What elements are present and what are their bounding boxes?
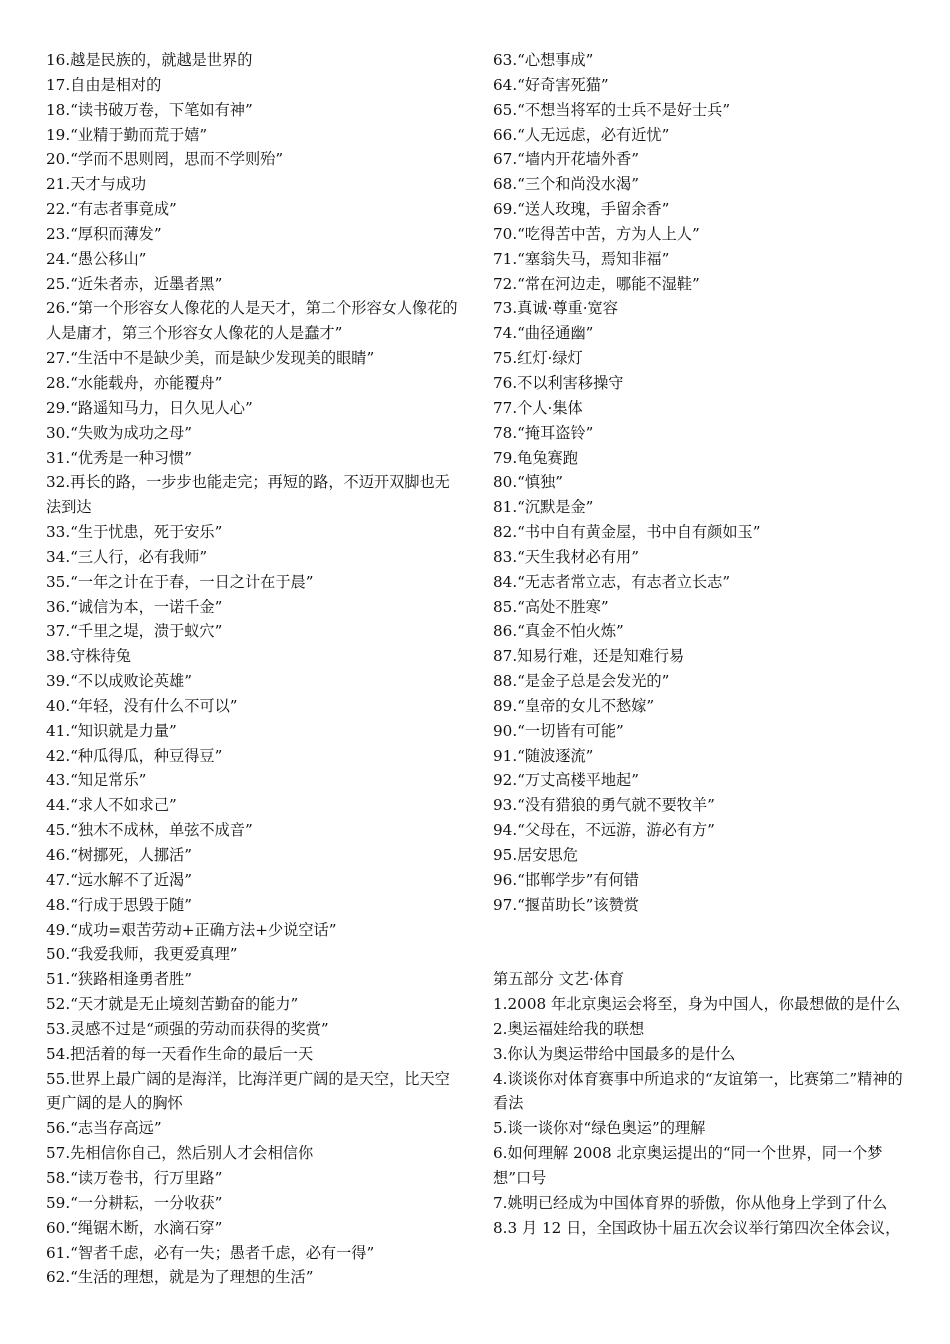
topic-item: 54.把活着的每一天看作生命的最后一天	[46, 1044, 314, 1063]
topic-item: 84.“无志者常立志，有志者立长志”	[493, 572, 731, 591]
topic-item: 16.越是民族的，就越是世界的	[46, 51, 253, 69]
topic-item: 45.“独木不成林，单弦不成音”	[46, 821, 253, 840]
topic-item: 89.“皇帝的女儿不愁嫁”	[493, 696, 655, 715]
topic-item: 90.“一切皆有可能”	[493, 721, 624, 740]
topic-item: 82.“书中自有黄金屋，书中自有颜如玉”	[493, 523, 761, 542]
topic-item: 70.“吃得苦中苦，方为人上人”	[493, 224, 700, 243]
topic-item: 73.真诚·尊重·宽容	[493, 299, 618, 318]
topic-item: 25.“近朱者赤，近墨者黑”	[46, 274, 223, 293]
right-column	[493, 48, 917, 1241]
topic-item: 4.谈谈你对体育赛事中所追求的“友谊第一，比赛第二”精神的看法	[493, 1069, 903, 1113]
topic-item: 96.“邯郸学步”有何错	[493, 870, 639, 889]
topic-item: 33.“生于忧患，死于安乐”	[46, 523, 223, 542]
topic-item: 72.“常在河边走，哪能不湿鞋”	[493, 274, 700, 293]
topic-item: 80.“慎独”	[493, 473, 564, 492]
topic-item: 23.“厚积而薄发”	[46, 224, 162, 243]
topic-item: 28.“水能载舟，亦能覆舟”	[46, 373, 223, 392]
topic-item: 55.世界上最广阔的是海洋，比海洋更广阔的是天空，比天空更广阔的是人的胸怀	[46, 1069, 450, 1113]
topic-item: 74.“曲径通幽”	[493, 324, 594, 343]
topic-item: 66.“人无远虑，必有近忧”	[493, 125, 670, 144]
topic-item: 75.红灯·绿灯	[493, 349, 583, 368]
topic-item: 59.“一分耕耘，一分收获”	[46, 1193, 223, 1212]
topic-item: 51.“狭路相逢勇者胜”	[46, 970, 192, 989]
topic-item: 8.3 月 12 日，全国政协十届五次会议举行第四次全体会议，	[493, 1218, 901, 1237]
topic-item: 42.“种瓜得瓜，种豆得豆”	[46, 746, 223, 765]
topic-item: 29.“路遥知马力，日久见人心”	[46, 398, 253, 417]
topic-item: 19.“业精于勤而荒于嬉”	[46, 125, 208, 144]
topic-item: 77.个人·集体	[493, 398, 583, 417]
topic-item: 46.“树挪死，人挪活”	[46, 846, 192, 864]
topic-item: 56.“志当存高远”	[46, 1119, 162, 1138]
topic-item: 95.居安思危	[493, 846, 578, 864]
topic-item: 35.“一年之计在于春，一日之计在于晨”	[46, 572, 314, 591]
topic-item: 43.“知足常乐”	[46, 771, 147, 790]
topic-item: 88.“是金子总是会发光的”	[493, 672, 670, 691]
topic-item: 32.再长的路，一步步也能走完；再短的路，不迈开双脚也无法到达	[46, 473, 450, 517]
topic-item: 64.“好奇害死猫”	[493, 75, 609, 94]
topic-item: 57.先相信你自己，然后别人才会相信你	[46, 1144, 314, 1163]
left-column	[46, 48, 464, 1290]
topic-item: 79.龟兔赛跑	[493, 448, 578, 467]
topic-item: 92.“万丈高楼平地起”	[493, 771, 639, 790]
topic-item: 50.“我爱我师，我更爱真理”	[46, 945, 238, 964]
topic-item: 41.“知识就是力量”	[46, 721, 177, 740]
topic-item: 76.不以利害移操守	[493, 373, 624, 392]
topic-item: 94.“父母在，不远游，游必有方”	[493, 821, 715, 840]
topic-item: 18.“读书破万卷，下笔如有神”	[46, 100, 253, 119]
topic-item: 69.“送人玫瑰，手留余香”	[493, 200, 670, 219]
topic-item: 97.“揠苗助长”该赞赏	[493, 895, 639, 914]
topic-item: 61.“智者千虑，必有一失；愚者千虑，必有一得”	[46, 1243, 375, 1262]
topic-item: 71.“塞翁失马，焉知非福”	[493, 249, 670, 268]
topic-item: 27.“生活中不是缺少美，而是缺少发现美的眼睛”	[46, 349, 375, 368]
topic-item: 86.“真金不怕火炼”	[493, 622, 624, 641]
topic-item: 68.“三个和尚没水渴”	[493, 175, 639, 194]
topic-item: 62.“生活的理想，就是为了理想的生活”	[46, 1268, 314, 1287]
topic-item: 65.“不想当将军的士兵不是好士兵”	[493, 100, 731, 119]
topic-item: 1.2008 年北京奥运会将至，身为中国人，你最想做的是什么	[493, 995, 901, 1014]
topic-item: 48.“行成于思毁于随”	[46, 895, 192, 914]
section-five-items	[493, 992, 917, 1240]
section-gap	[493, 918, 917, 968]
topic-item: 40.“年轻，没有什么不可以”	[46, 696, 238, 715]
topic-item: 21.天才与成功	[46, 175, 147, 194]
topic-item: 5.谈一谈你对“绿色奥运”的理解	[493, 1119, 706, 1138]
topic-item: 30.“失败为成功之母”	[46, 423, 192, 442]
topic-item: 93.“没有猎狼的勇气就不要牧羊”	[493, 796, 715, 815]
topic-item: 39.“不以成败论英雄”	[46, 672, 192, 691]
topic-item: 67.“墙内开花墙外香”	[493, 150, 639, 169]
topic-item: 6.如何理解 2008 北京奥运提出的“同一个世界，同一个梦想”口号	[493, 1144, 883, 1187]
topic-item: 3.你认为奥运带给中国最多的是什么	[493, 1044, 736, 1063]
topic-item: 38.守株待兔	[46, 647, 131, 666]
topic-item: 7.姚明已经成为中国体育界的骄傲，你从他身上学到了什么	[493, 1193, 888, 1212]
topic-item: 91.“随波逐流”	[493, 746, 594, 765]
topic-item: 24.“愚公移山”	[46, 249, 147, 268]
topic-item: 22.“有志者事竟成”	[46, 200, 177, 219]
topic-item: 36.“诚信为本，一诺千金”	[46, 597, 223, 616]
topic-item: 44.“求人不如求己”	[46, 796, 177, 815]
topic-item: 53.灵感不过是“顽强的劳动而获得的奖赏”	[46, 1019, 329, 1038]
section-heading: 第五部分 文艺·体育	[493, 970, 625, 989]
topic-item: 83.“天生我材必有用”	[493, 547, 639, 566]
topic-item: 47.“远水解不了近渴”	[46, 870, 192, 889]
topic-item: 87.知易行难，还是知难行易	[493, 647, 685, 666]
topic-item: 81.“沉默是金”	[493, 498, 594, 517]
topic-item: 63.“心想事成”	[493, 51, 594, 69]
topic-item: 37.“千里之堤，溃于蚁穴”	[46, 622, 223, 641]
topic-item: 52.“天才就是无止境刻苦勤奋的能力”	[46, 995, 299, 1014]
topic-item: 58.“读万卷书，行万里路”	[46, 1168, 223, 1187]
topic-item: 20.“学而不思则罔，思而不学则殆”	[46, 150, 284, 169]
topic-item: 78.“掩耳盗铃”	[493, 423, 594, 442]
topic-item: 34.“三人行，必有我师”	[46, 547, 208, 566]
topic-item: 31.“优秀是一种习惯”	[46, 448, 192, 467]
topic-list-right	[493, 48, 917, 918]
topic-item: 17.自由是相对的	[46, 75, 162, 94]
topic-item: 49.“成功=艰苦劳动+正确方法+少说空话”	[46, 920, 337, 939]
topic-item: 60.“绳锯木断，水滴石穿”	[46, 1218, 223, 1237]
topic-item: 26.“第一个形容女人像花的人是天才，第二个形容女人像花的人是庸才，第三个形容女人像花的人是蠢才”	[46, 299, 458, 343]
topic-item: 2.奥运福娃给我的联想	[493, 1019, 645, 1038]
topic-item: 85.“高处不胜寒”	[493, 597, 609, 616]
